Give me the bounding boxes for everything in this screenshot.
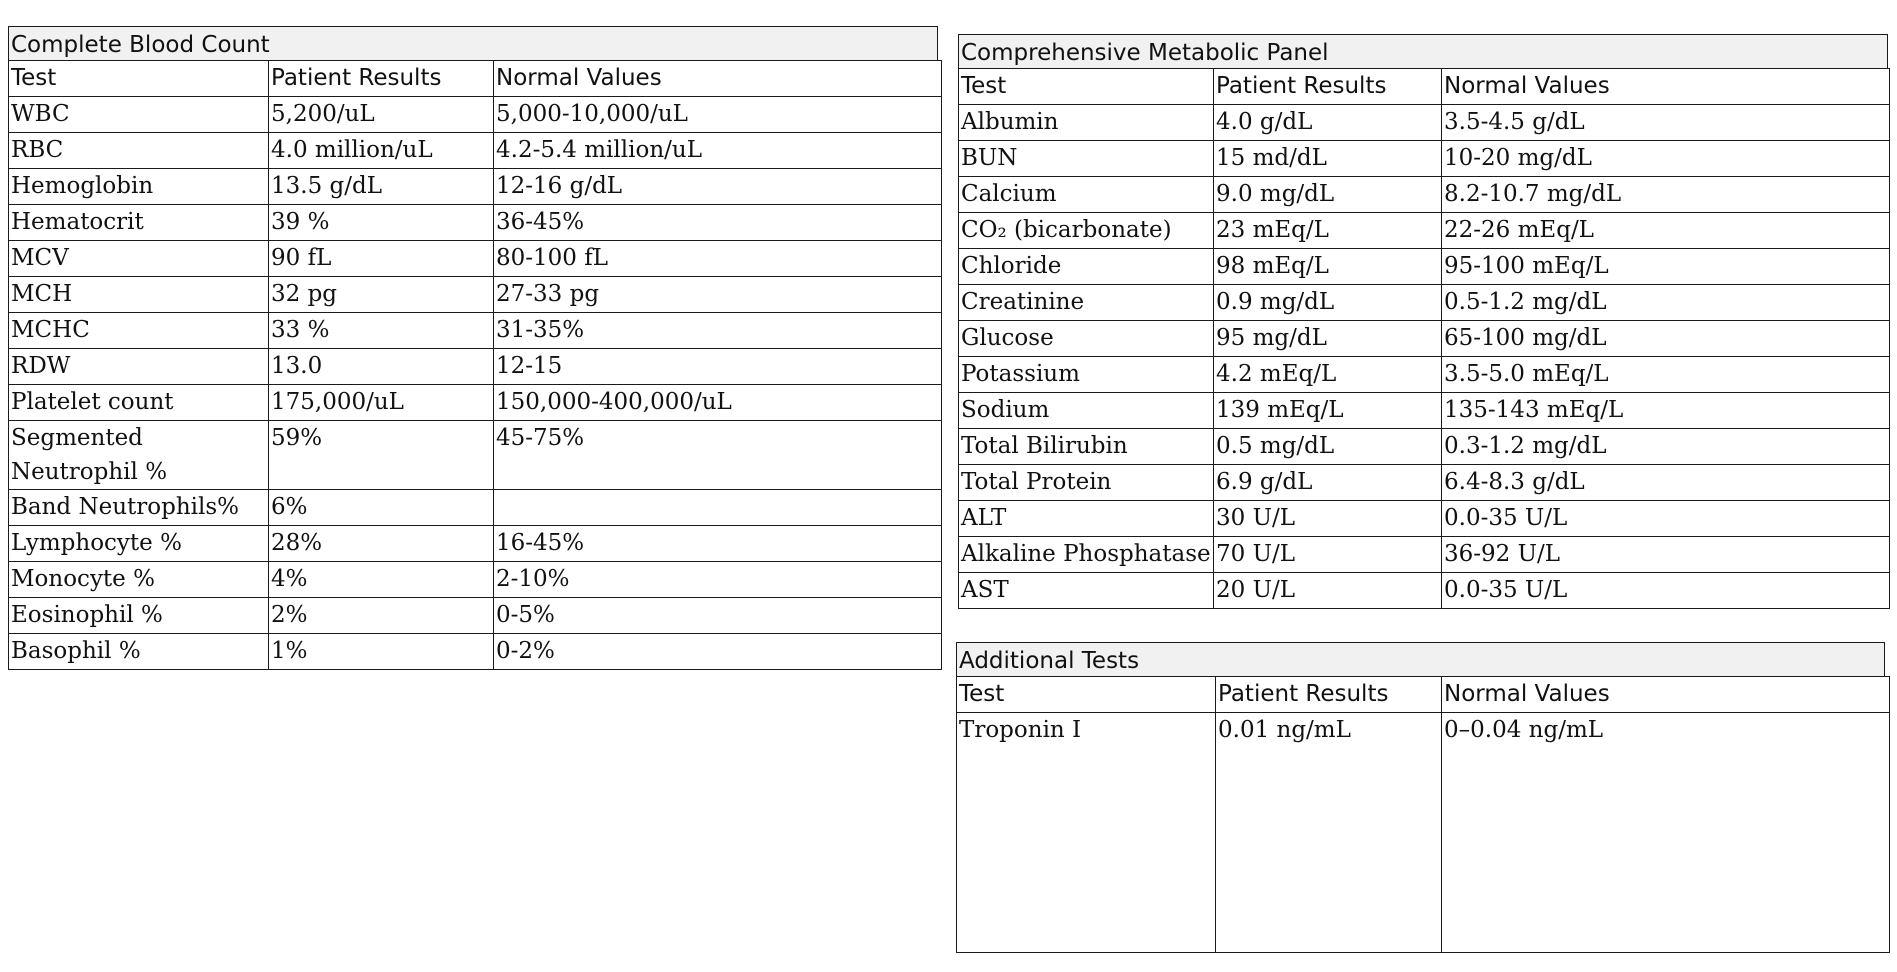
- normal-value: 0.0-35 U/L: [1442, 573, 1890, 609]
- table-row: [9, 313, 942, 349]
- table-row: [959, 285, 1890, 321]
- table-row: [959, 501, 1890, 537]
- test-name: Band Neutrophils%: [9, 490, 269, 526]
- normal-value: 135-143 mEq/L: [1442, 393, 1890, 429]
- table-row: [9, 205, 942, 241]
- patient-result: 139 mEq/L: [1214, 393, 1442, 429]
- test-name: Total Protein: [959, 465, 1214, 501]
- test-name: Creatinine: [959, 285, 1214, 321]
- patient-result: 98 mEq/L: [1214, 249, 1442, 285]
- test-name: RBC: [9, 133, 269, 169]
- normal-value: 31-35%: [494, 313, 942, 349]
- patient-result: 6%: [269, 490, 494, 526]
- table-row: [9, 349, 942, 385]
- test-name: MCHC: [9, 313, 269, 349]
- table-row: [9, 598, 942, 634]
- normal-value: 16-45%: [494, 526, 942, 562]
- cbc-title: Complete Blood Count: [8, 26, 938, 60]
- normal-value: 36-92 U/L: [1442, 537, 1890, 573]
- cbc-table: [8, 60, 942, 670]
- patient-result: 175,000/uL: [269, 385, 494, 421]
- patient-result: 4.2 mEq/L: [1214, 357, 1442, 393]
- normal-value: 3.5-4.5 g/dL: [1442, 105, 1890, 141]
- normal-value: 0–0.04 ng/mL: [1442, 713, 1890, 953]
- test-name: MCV: [9, 241, 269, 277]
- patient-result: 1%: [269, 634, 494, 670]
- test-name: BUN: [959, 141, 1214, 177]
- normal-value: 36-45%: [494, 205, 942, 241]
- additional-header-row: [957, 677, 1890, 713]
- table-row: [959, 393, 1890, 429]
- table-row: [959, 177, 1890, 213]
- normal-value: 8.2-10.7 mg/dL: [1442, 177, 1890, 213]
- table-row: [959, 249, 1890, 285]
- normal-value: 80-100 fL: [494, 241, 942, 277]
- test-name: Platelet count: [9, 385, 269, 421]
- cmp-title: Comprehensive Metabolic Panel: [958, 34, 1888, 68]
- normal-value: 6.4-8.3 g/dL: [1442, 465, 1890, 501]
- patient-result: 0.01 ng/mL: [1216, 713, 1442, 953]
- table-row: [9, 133, 942, 169]
- normal-value: 0.0-35 U/L: [1442, 501, 1890, 537]
- table-row: [9, 385, 942, 421]
- normal-value: 150,000-400,000/uL: [494, 385, 942, 421]
- test-name: Glucose: [959, 321, 1214, 357]
- table-row: [9, 241, 942, 277]
- cmp-header-row: [959, 69, 1890, 105]
- test-name: Calcium: [959, 177, 1214, 213]
- test-name: Monocyte %: [9, 562, 269, 598]
- additional-header-result: Patient Results: [1216, 677, 1442, 713]
- patient-result: 59%: [269, 421, 494, 490]
- normal-value: 0.5-1.2 mg/dL: [1442, 285, 1890, 321]
- table-row: [959, 357, 1890, 393]
- normal-value: 0.3-1.2 mg/dL: [1442, 429, 1890, 465]
- normal-value: 2-10%: [494, 562, 942, 598]
- cbc-panel: [8, 26, 942, 670]
- normal-value: 10-20 mg/dL: [1442, 141, 1890, 177]
- patient-result: 95 mg/dL: [1214, 321, 1442, 357]
- patient-result: 0.9 mg/dL: [1214, 285, 1442, 321]
- normal-value: 5,000-10,000/uL: [494, 97, 942, 133]
- table-row: [9, 634, 942, 670]
- table-row: [9, 562, 942, 598]
- normal-value: 4.2-5.4 million/uL: [494, 133, 942, 169]
- test-name: Lymphocyte %: [9, 526, 269, 562]
- patient-result: 2%: [269, 598, 494, 634]
- table-row: [957, 713, 1890, 953]
- patient-result: 23 mEq/L: [1214, 213, 1442, 249]
- additional-tests-panel: [956, 642, 1890, 953]
- cmp-header-normal: Normal Values: [1442, 69, 1890, 105]
- normal-value: 45-75%: [494, 421, 942, 490]
- patient-result: 20 U/L: [1214, 573, 1442, 609]
- test-name: Segmented Neutrophil %: [9, 421, 269, 490]
- table-row: [9, 169, 942, 205]
- patient-result: 30 U/L: [1214, 501, 1442, 537]
- cmp-panel: [958, 34, 1890, 609]
- table-row: [959, 429, 1890, 465]
- patient-result: 33 %: [269, 313, 494, 349]
- test-name: Basophil %: [9, 634, 269, 670]
- table-row: [959, 537, 1890, 573]
- table-row: [9, 490, 942, 526]
- additional-header-test: Test: [957, 677, 1216, 713]
- patient-result: 5,200/uL: [269, 97, 494, 133]
- normal-value: 65-100 mg/dL: [1442, 321, 1890, 357]
- test-name: Potassium: [959, 357, 1214, 393]
- test-name: MCH: [9, 277, 269, 313]
- test-name: Alkaline Phosphatase: [959, 537, 1214, 573]
- test-name: Total Bilirubin: [959, 429, 1214, 465]
- cmp-header-test: Test: [959, 69, 1214, 105]
- additional-tests-table: [956, 676, 1890, 953]
- patient-result: 32 pg: [269, 277, 494, 313]
- additional-header-normal: Normal Values: [1442, 677, 1890, 713]
- patient-result: 28%: [269, 526, 494, 562]
- patient-result: 90 fL: [269, 241, 494, 277]
- table-row: [959, 321, 1890, 357]
- table-row: [959, 105, 1890, 141]
- test-name: Eosinophil %: [9, 598, 269, 634]
- normal-value: 3.5-5.0 mEq/L: [1442, 357, 1890, 393]
- table-row: [959, 213, 1890, 249]
- test-name: AST: [959, 573, 1214, 609]
- test-name: ALT: [959, 501, 1214, 537]
- test-name: WBC: [9, 97, 269, 133]
- patient-result: 13.0: [269, 349, 494, 385]
- patient-result: 0.5 mg/dL: [1214, 429, 1442, 465]
- cbc-header-test: Test: [9, 61, 269, 97]
- cmp-table: [958, 68, 1890, 609]
- cmp-header-result: Patient Results: [1214, 69, 1442, 105]
- normal-value: 27-33 pg: [494, 277, 942, 313]
- test-name: Hemoglobin: [9, 169, 269, 205]
- table-row: [959, 465, 1890, 501]
- normal-value: 12-15: [494, 349, 942, 385]
- test-name: Hematocrit: [9, 205, 269, 241]
- patient-result: 9.0 mg/dL: [1214, 177, 1442, 213]
- patient-result: 4.0 million/uL: [269, 133, 494, 169]
- normal-value: [494, 490, 942, 526]
- table-row: [9, 97, 942, 133]
- test-name: Troponin I: [957, 713, 1216, 953]
- test-name: CO₂ (bicarbonate): [959, 213, 1214, 249]
- normal-value: 0-5%: [494, 598, 942, 634]
- table-row: [9, 277, 942, 313]
- patient-result: 6.9 g/dL: [1214, 465, 1442, 501]
- test-name: RDW: [9, 349, 269, 385]
- patient-result: 15 md/dL: [1214, 141, 1442, 177]
- table-row: [9, 526, 942, 562]
- normal-value: 22-26 mEq/L: [1442, 213, 1890, 249]
- cbc-header-result: Patient Results: [269, 61, 494, 97]
- table-row: [959, 141, 1890, 177]
- cbc-header-normal: Normal Values: [494, 61, 942, 97]
- normal-value: 12-16 g/dL: [494, 169, 942, 205]
- normal-value: 95-100 mEq/L: [1442, 249, 1890, 285]
- cbc-header-row: [9, 61, 942, 97]
- patient-result: 4.0 g/dL: [1214, 105, 1442, 141]
- test-name: Albumin: [959, 105, 1214, 141]
- patient-result: 13.5 g/dL: [269, 169, 494, 205]
- patient-result: 4%: [269, 562, 494, 598]
- patient-result: 70 U/L: [1214, 537, 1442, 573]
- normal-value: 0-2%: [494, 634, 942, 670]
- table-row: [959, 573, 1890, 609]
- table-row: [9, 421, 942, 490]
- test-name: Sodium: [959, 393, 1214, 429]
- patient-result: 39 %: [269, 205, 494, 241]
- test-name: Chloride: [959, 249, 1214, 285]
- additional-tests-title: Additional Tests: [956, 642, 1885, 676]
